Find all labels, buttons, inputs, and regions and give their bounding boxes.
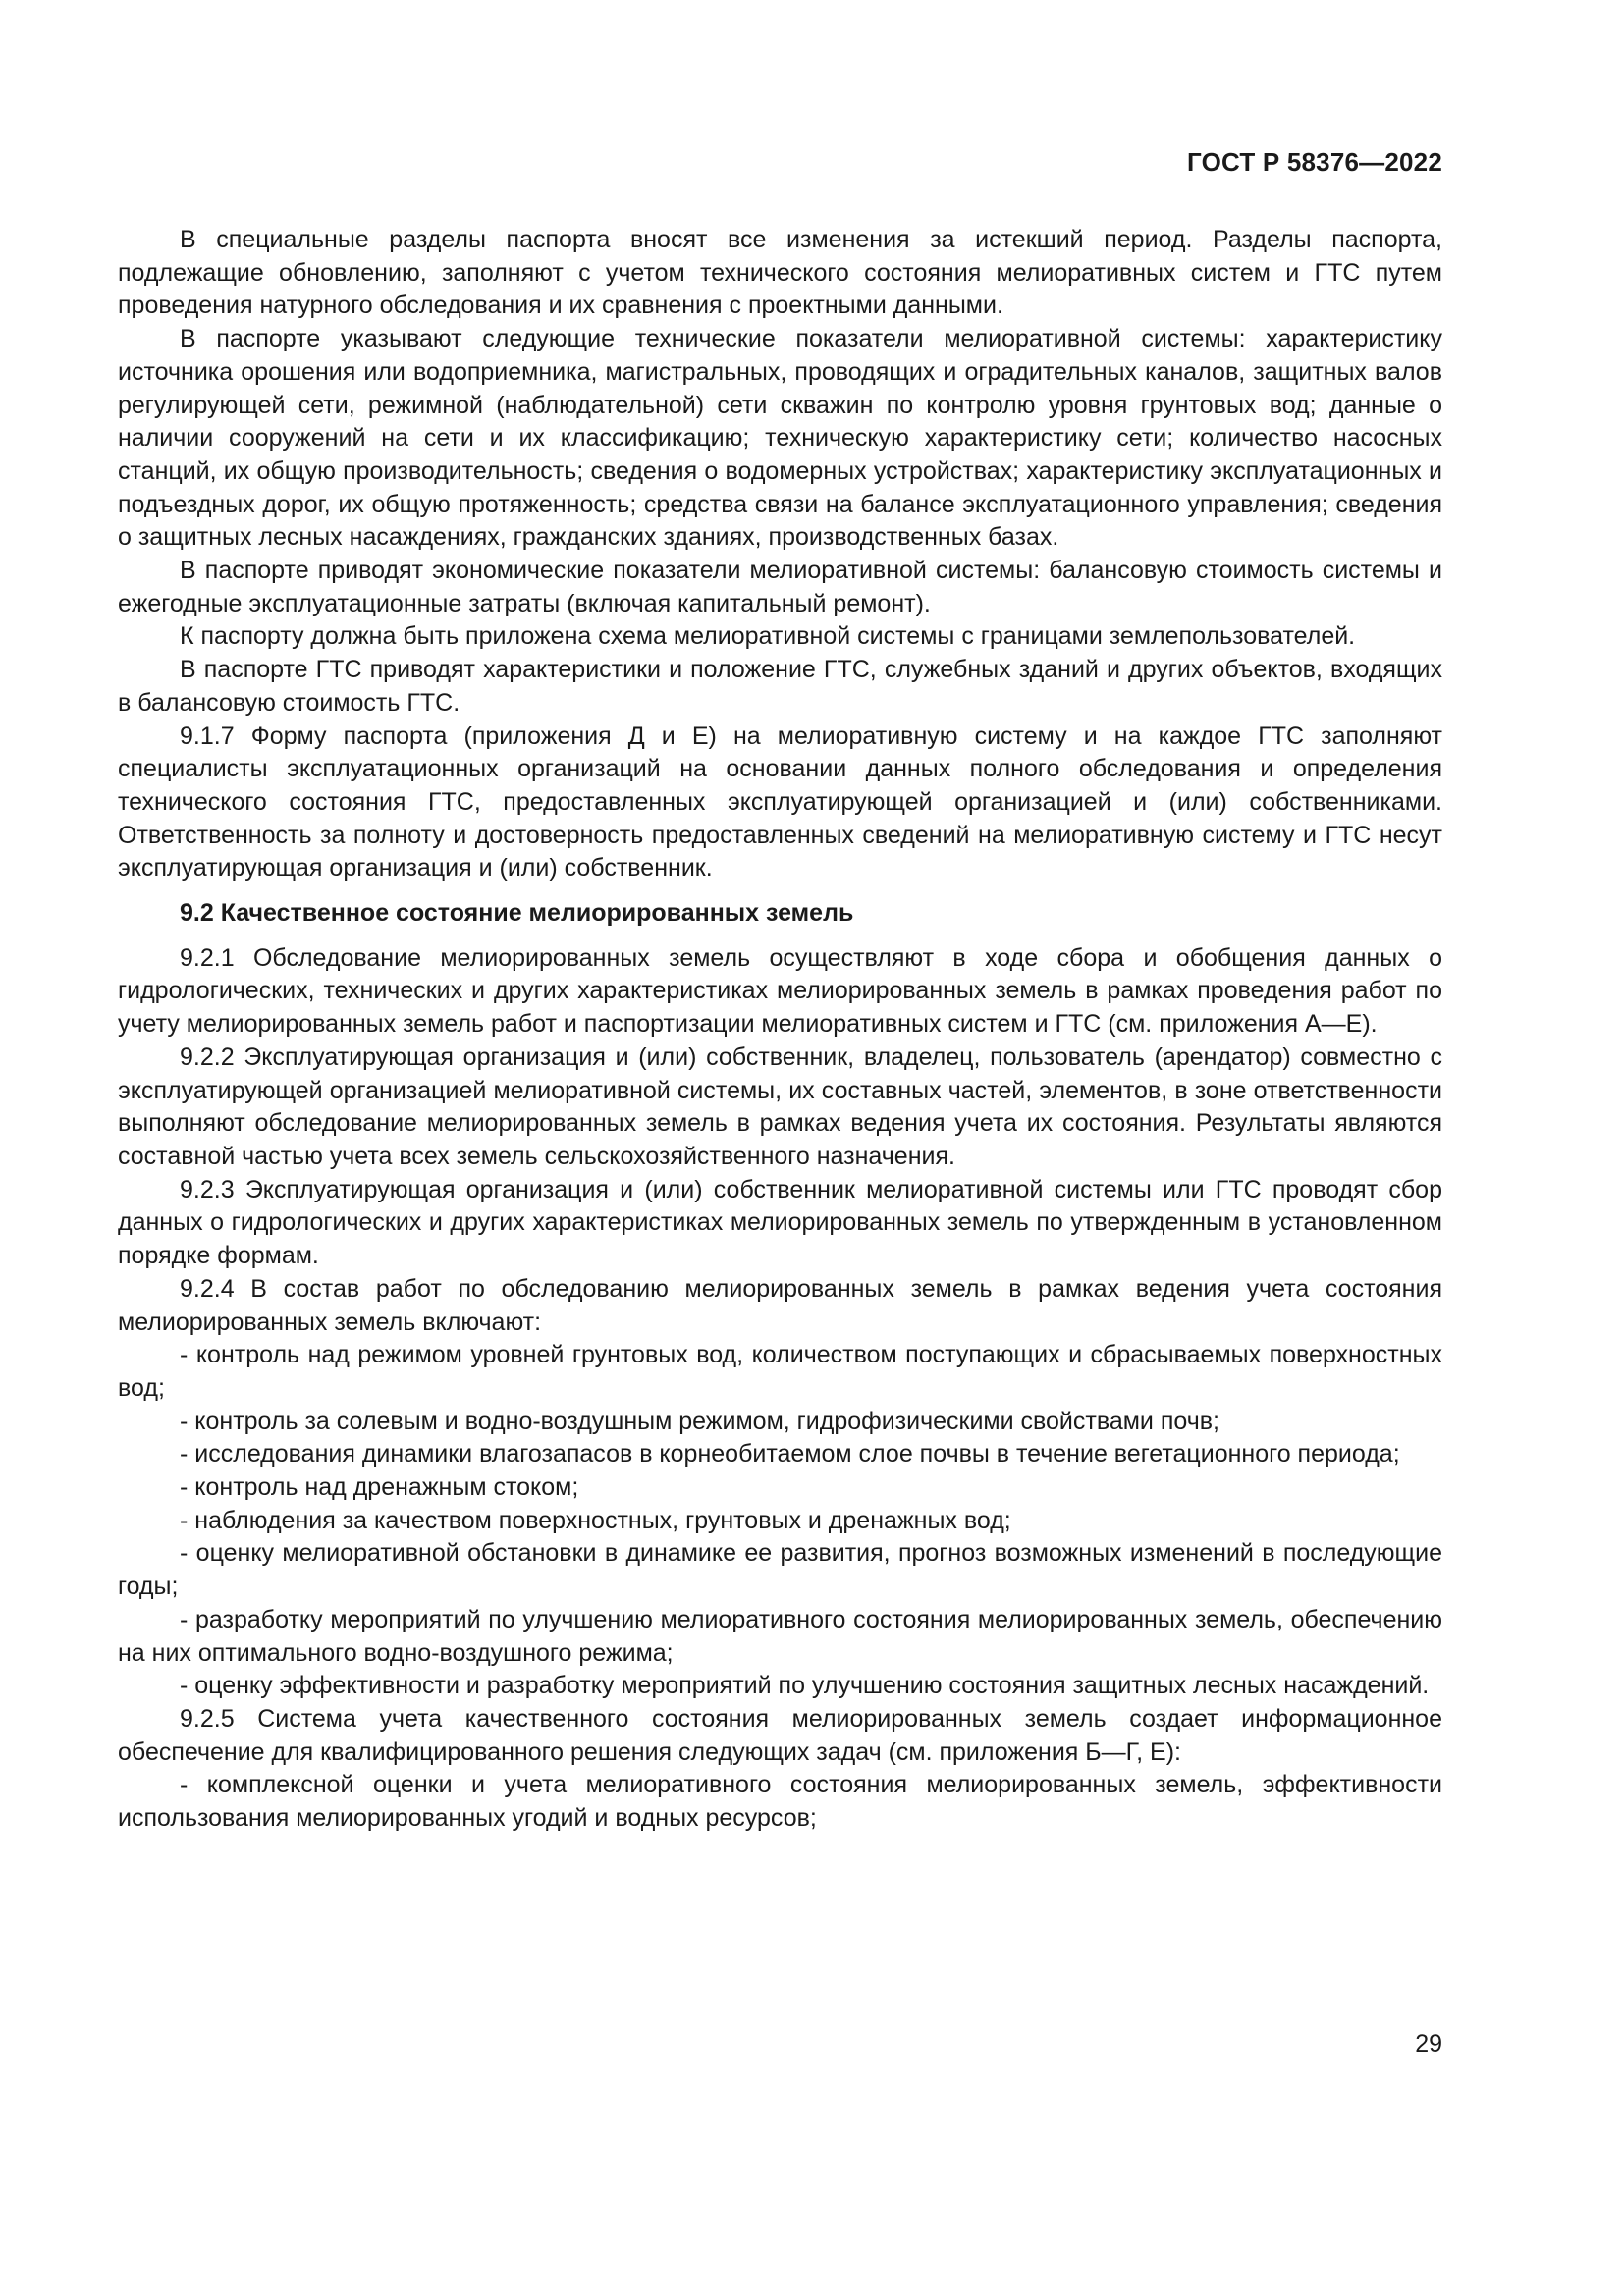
paragraph: 9.2.5 Система учета качественного состояния мелиорированных земель создает информационное обеспечение для квалифицированного решения следующих задач (см. приложения Б—Г, Е):: [118, 1704, 1442, 1766]
section-heading: 9.2 Качественное состояние мелиорированных земель: [180, 899, 854, 928]
paragraph: 9.2.1 Обследование мелиорированных земель осуществляют в ходе сбора и обобщения данных о гидрологических, технических и других характеристиках мелиорированных земель в рамках проведения работ по учету мелиорированных земель работ и паспортизации мелиоративных систем и ГТС (см. приложения А—Е).: [118, 943, 1442, 1039]
document-body: [118, 224, 1442, 1836]
paragraph: К паспорту должна быть приложена схема мелиоративной системы с границами землепользователей.: [180, 622, 1356, 651]
list-item: - оценку мелиоративной обстановки в динамике ее развития, прогноз возможных изменений в последующие годы;: [118, 1539, 1442, 1601]
page-number: 29: [1415, 2030, 1442, 2057]
paragraph: 9.2.3 Эксплуатирующая организация и (или) собственник мелиоративной системы или ГТС проводят сбор данных о гидрологических и других характеристиках мелиорированных земель по утвержденным в установленном порядке формам.: [118, 1175, 1442, 1270]
paragraph: 9.1.7 Форму паспорта (приложения Д и Е) на мелиоративную систему и на каждое ГТС заполняют специалисты эксплуатационных организаций на основании данных полного обследования и определения технического состояния ГТС, предоставленных эксплуатирующей организацией и (или) собственниками. Ответственность за полноту и достоверность предоставленных сведений на мелиоративную систему и ГТС несут эксплуатирующая организация и (или) собственник.: [118, 721, 1442, 882]
paragraph: В паспорте указывают следующие технические показатели мелиоративной системы: характеристику источника орошения или водоприемника, магистральных, проводящих и оградительных каналов, защитных валов регулирующей сети, режимной (наблюдательной) сети скважин по контролю уровня грунтовых вод; данные о наличии сооружений на сети и их классификацию; техническую характеристику сети; количество насосных станций, их общую производительность; сведения о водомерных устройствах; характеристику эксплуатационных и подъездных дорог, их общую протяженность; средства связи на балансе эксплуатационного управления; сведения о защитных лесных насаждениях, гражданских зданиях, производственных базах.: [118, 325, 1442, 552]
paragraph: 9.2.2 Эксплуатирующая организация и (или) собственник, владелец, пользователь (арендатор) совместно с эксплуатирующей организацией мелиоративной системы, их составных частей, элементов, в зоне ответственности выполняют обследование мелиорированных земель в рамках ведения учета их состояния. Результаты являются составной частью учета всех земель сельскохозяйственного назначения.: [118, 1042, 1442, 1170]
list-item: - контроль над дренажным стоком;: [180, 1473, 579, 1502]
paragraph: В паспорте приводят экономические показатели мелиоративной системы: балансовую стоимость системы и ежегодные эксплуатационные затраты (включая капитальный ремонт).: [118, 557, 1442, 617]
list-item: - оценку эффективности и разработку мероприятий по улучшению состояния защитных лесных насаждений.: [180, 1672, 1430, 1700]
paragraph: В специальные разделы паспорта вносят все изменения за истекший период. Разделы паспорта, подлежащие обновлению, заполняют с учетом технического состояния мелиоративных систем и ГТС путем проведения натурного обследования и их сравнения с проектными данными.: [118, 226, 1442, 320]
list-item: - контроль за солевым и водно-воздушным режимом, гидрофизическими свойствами почв;: [180, 1407, 1219, 1435]
list-item: - исследования динамики влагозапасов в корнеобитаемом слое почвы в течение вегетационного периода;: [180, 1440, 1400, 1468]
list-item: - наблюдения за качеством поверхностных, грунтовых и дренажных вод;: [180, 1506, 1011, 1534]
paragraph: В паспорте ГТС приводят характеристики и положение ГТС, служебных зданий и других объектов, входящих в балансовую стоимость ГТС.: [118, 656, 1442, 717]
paragraph: 9.2.4 В состав работ по обследованию мелиорированных земель в рамках ведения учета состояния мелиорированных земель включают:: [118, 1274, 1442, 1336]
list-item: - контроль над режимом уровней грунтовых вод, количеством поступающих и сбрасываемых поверхностных вод;: [118, 1341, 1442, 1402]
list-item: - комплексной оценки и учета мелиоративного состояния мелиорированных земель, эффективности использования мелиорированных угодий и водных ресурсов;: [118, 1771, 1442, 1833]
standard-id-header: ГОСТ Р 58376—2022: [1187, 147, 1442, 177]
list-item: - разработку мероприятий по улучшению мелиоративного состояния мелиорированных земель, обеспечению на них оптимального водно-воздушного режима;: [118, 1605, 1442, 1667]
